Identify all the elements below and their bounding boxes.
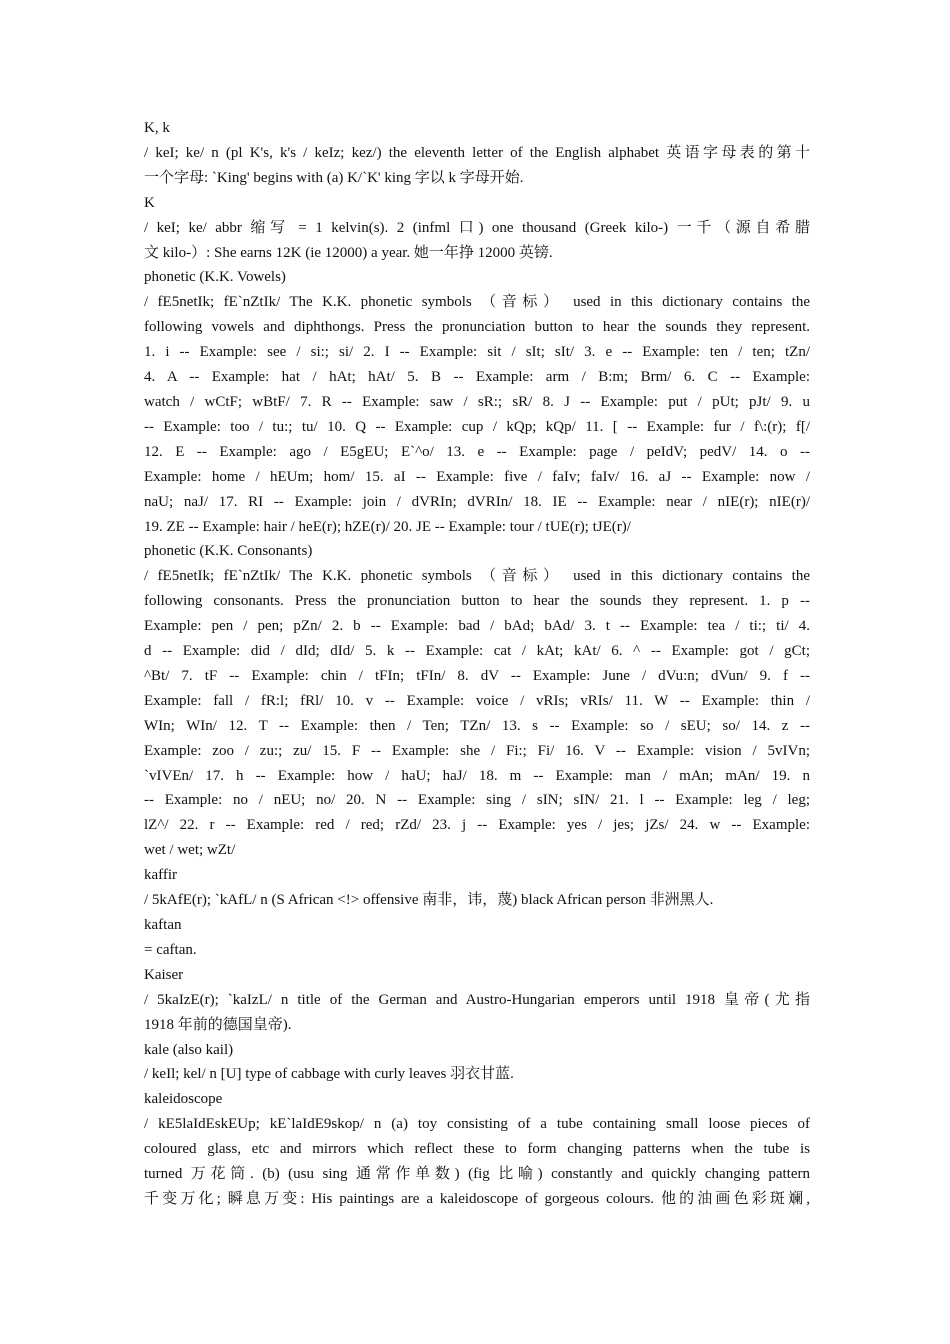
document-page [144, 116, 810, 1212]
entry-text: -- Example: no / nEU; no/ 20. N -- Example: sing / sIN; sIN/ 21. l -- Example: leg / leg; [144, 792, 810, 809]
entry-text: / keI; ke/ abbr 缩写 = 1 kelvin(s). 2 (infml 口) one thousand (Greek kilo-) 一千（源自希腊 [144, 219, 810, 236]
entry-headword: K, k [144, 120, 170, 136]
entry-text: 19. ZE -- Example: hair / heE(r); hZE(r)/ 20. JE -- Example: tour / tUE(r); tJE(r)/ [144, 518, 631, 535]
entry-headword: kale (also kail) [144, 1041, 234, 1058]
entry-text: / 5kaIzE(r); `kaIzL/ n title of the German and Austro-Hungarian emperors until 1918 皇帝(尤指 [144, 991, 810, 1008]
entry-text: Example: pen / pen; pZn/ 2. b -- Example: bad / bAd; bAd/ 3. t -- Example: tea / ti:; ti/ 4. [144, 618, 810, 635]
entry-headword: K [144, 194, 155, 211]
entry-text: / fE5netIk; fE`nZtIk/ The K.K. phonetic symbols （音标） used in this dictionary contains the [144, 294, 810, 311]
entry-text: WIn; WIn/ 12. T -- Example: then / Ten; TZn/ 13. s -- Example: so / sEU; so/ 14. z -- [144, 717, 810, 734]
entry-text: / keI; ke/ n (pl K's, k's / keIz; kez/) the eleventh letter of the English alphabet 英语字母表的第十 [144, 144, 810, 161]
entry-text: Example: home / hEUm; hom/ 15. aI -- Example: five / faIv; faIv/ 16. aJ -- Example: now / [144, 468, 810, 485]
entry-text: / keIl; kel/ n [U] type of cabbage with curly leaves 羽衣甘蓝. [144, 1066, 514, 1083]
entry-text: watch / wCtF; wBtF/ 7. R -- Example: saw / sR:; sR/ 8. J -- Example: put / pUt; pJt/ 9. u [144, 393, 810, 410]
entry-text: following consonants. Press the pronunciation button to hear the sounds they represent. 1. p -- [144, 593, 810, 610]
entry-text: / kE5laIdEskEUp; kE`laIdE9skop/ n (a) toy consisting of a tube containing small loose pieces of [144, 1116, 810, 1133]
entry-headword: Kaiser [144, 966, 184, 983]
entry-text: 一个字母: `King' begins with (a) K/`K' king 字以 k 字母开始. [144, 169, 524, 186]
entry-text: `vIVEn/ 17. h -- Example: how / haU; haJ/ 18. m -- Example: man / mAn; mAn/ 19. n [144, 767, 810, 784]
entry-text: naU; naJ/ 17. RI -- Example: join / dVRIn; dVRIn/ 18. IE -- Example: near / nIE(r); nIE(r)/ [144, 493, 810, 510]
entry-text: wet / wet; wZt/ [144, 842, 236, 859]
entry-text: 12. E -- Example: ago / E5gEU; E`^o/ 13. e -- Example: page / peIdV; pedV/ 14. o -- [144, 443, 810, 460]
entry-headword: kaleidoscope [144, 1091, 223, 1108]
entry-text: following vowels and diphthongs. Press the pronunciation button to hear the sounds they represent. [144, 319, 810, 336]
entry-headword: kaftan [144, 917, 182, 933]
entry-text: 1918 年前的德国皇帝). [144, 1016, 292, 1033]
entry-text: 文 kilo-）: She earns 12K (ie 12000) a year. 她一年挣 12000 英镑. [144, 244, 553, 261]
entry-text: d -- Example: did / dId; dId/ 5. k -- Example: cat / kAt; kAt/ 6. ^ -- Example: got / gCt; [144, 643, 810, 660]
entry-text: Example: zoo / zu:; zu/ 15. F -- Example: she / Fi:; Fi/ 16. V -- Example: vision / 5vIVn; [144, 742, 810, 759]
entry-text: 千变万化; 瞬息万变: His paintings are a kaleidoscope of gorgeous colours. 他的油画色彩斑斓, [144, 1190, 810, 1207]
entry-headword: phonetic (K.K. Consonants) [144, 543, 313, 560]
entry-text: / 5kAfE(r); `kAfL/ n (S African <!> offensive 南非，讳，蔑) black African person 非洲黑人. [144, 892, 714, 909]
entry-text: -- Example: too / tu:; tu/ 10. Q -- Example: cup / kQp; kQp/ 11. [ -- Example: fur / f\:(r); f[/ [144, 418, 810, 435]
entry-text: = caftan. [144, 941, 197, 958]
entry-text: / fE5netIk; fE`nZtIk/ The K.K. phonetic symbols （音标） used in this dictionary contains the [144, 568, 810, 585]
entry-headword: phonetic (K.K. Vowels) [144, 269, 286, 286]
entry-text: turned 万花筒. (b) (usu sing 通常作单数) (fig 比喻) constantly and quickly changing pattern [144, 1166, 810, 1183]
entry-text: coloured glass, etc and mirrors which reflect these to form changing patterns when the tube is [144, 1141, 810, 1158]
entry-headword: kaffir [144, 867, 178, 884]
entry-text: lZ^/ 22. r -- Example: red / red; rZd/ 23. j -- Example: yes / jes; jZs/ 24. w -- Example: [144, 817, 810, 834]
entry-text: 1. i -- Example: see / si:; si/ 2. I -- Example: sit / sIt; sIt/ 3. e -- Example: ten / ten; tZn/ [144, 344, 810, 361]
entry-text: Example: fall / fR:l; fRl/ 10. v -- Example: voice / vRIs; vRIs/ 11. W -- Example: thin / [144, 692, 810, 709]
entry-text: ^Bt/ 7. tF -- Example: chin / tFIn; tFIn/ 8. dV -- Example: June / dVu:n; dVun/ 9. f -- [144, 667, 810, 684]
entry-text: 4. A -- Example: hat / hAt; hAt/ 5. B -- Example: arm / B:m; Brm/ 6. C -- Example: [144, 369, 810, 386]
